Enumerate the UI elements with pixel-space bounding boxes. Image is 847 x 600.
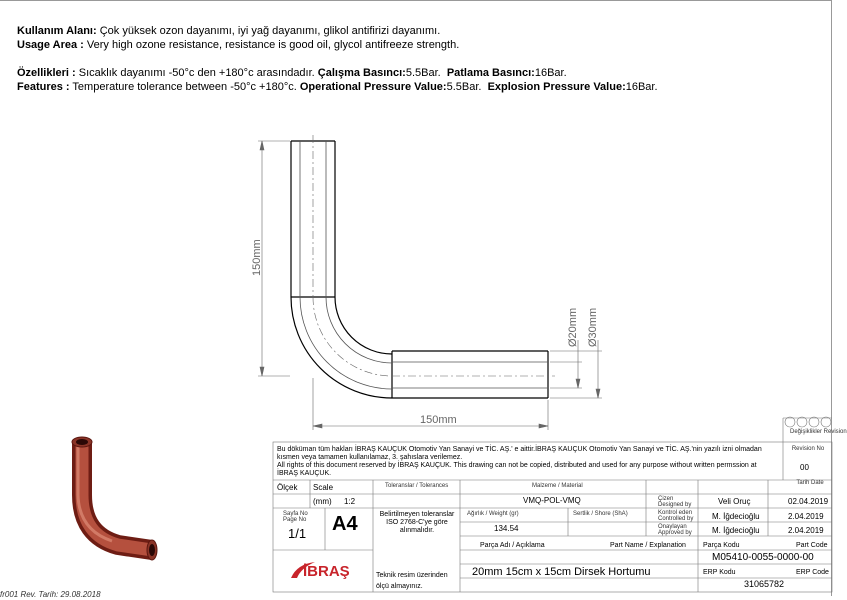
approved-label: Onaylayan Approved by [658, 524, 692, 536]
logo-text: İBRAŞ [303, 563, 350, 580]
dim-horizontal-label: 150mm [420, 414, 457, 426]
revision-title: Değişiklikler Revision [790, 429, 847, 435]
controlled-by: M. İğdecioğlu [712, 512, 760, 521]
date-label: Tarih Date [796, 480, 824, 486]
features-tr: Özellikleri : Sıcaklık dayanımı -50°c den +180°c arasındadır. Çalışma Basıncı:5.5Bar. Patlama Basıncı:16Bar. [17, 67, 567, 79]
part-name-label-en: Part Name / Explanation [610, 542, 686, 549]
scale-value: 1:2 [344, 497, 356, 506]
part-name: 20mm 15cm x 15cm Dirsek Hortumu [472, 566, 651, 578]
part-code-label: Parça Kodu [703, 542, 740, 549]
part-code-label-en: Part Code [796, 542, 828, 549]
dim-outer-diameter-label: Ø30mm [587, 307, 599, 347]
part-code: M05410-0055-0000-00 [712, 552, 814, 563]
dimension-lines [258, 141, 602, 430]
paper-size: A4 [332, 513, 358, 535]
revision-no: 00 [800, 463, 809, 472]
drawn-date: 02.04.2019 [788, 497, 829, 506]
centerlines [313, 135, 555, 376]
hose-inner-lines [300, 141, 548, 389]
part-name-label: Parça Adı / Açıklama [480, 542, 545, 549]
material-label: Malzeme / Material [532, 483, 583, 489]
shore-label: Sertlik / Shore (ShA) [573, 511, 628, 517]
tolerance-note: Belirtilmeyen toleranslar ISO 2768-C'ye göre alınmalıdır. [379, 511, 455, 534]
usage-area-tr: Kullanım Alanı: Çok yüksek ozon dayanımı, iyi yağ dayanımı, glikol antifirizi dayanımı. [17, 25, 441, 37]
controlled-date: 2.04.2019 [788, 512, 824, 521]
dim-inner-diameter-label: Ø20mm [567, 307, 579, 347]
revision-no-label: Revision No [791, 446, 825, 452]
copyright-tr: Bu döküman tüm hakları İBRAŞ KAUÇUK Otomotiv Yan Sanayi ve TİC. AŞ.' e aittir.İBRAŞ KAUÇUK Otomotiv Yan Sanayi ve TİC. AŞ.'nin yazılı izni olmadan kısmen veya tamamen kullanılamaz, 3. şahıslara verilemez. [277, 446, 762, 461]
form-revision: fr001 Rev. Tarih: 29.08.2018 [0, 590, 101, 599]
scale-label-en: Scale [313, 483, 334, 492]
tech-note: Teknik resim üzerinden ölçü almayınız. [376, 572, 448, 590]
tolerances-label: Toleranslar / Tolerances [385, 483, 449, 489]
ibras-logo [289, 556, 359, 580]
erp-code: 31065782 [744, 579, 785, 589]
dim-vertical-label: 150mm [251, 239, 263, 276]
weight-value: 134.54 [494, 524, 519, 533]
page-value: 1/1 [288, 526, 307, 541]
approved-date: 2.04.2019 [788, 526, 824, 535]
features-en: Features : Temperature tolerance between -50°c +180°c. Operational Pressure Value:5.5Bar. Explosion Pressure Value:16Bar. [17, 81, 658, 93]
controlled-label: Kontrol eden Controlled by [658, 510, 694, 522]
unit-label: (mm) [313, 497, 332, 506]
drawn-by: Veli Oruç [718, 497, 751, 506]
material-value: VMQ-POL-VMQ [523, 496, 581, 505]
erp-label: ERP Kodu [703, 569, 736, 576]
weight-label: Ağırlık / Weight (gr) [467, 511, 519, 517]
copyright-notice [277, 446, 777, 478]
hose-3d-preview [72, 437, 157, 560]
hose-outline [291, 141, 548, 398]
page-label: Sayfa No Page No [283, 511, 308, 523]
scale-label: Ölçek [277, 483, 298, 492]
usage-area-en: Usage Area : Very high ozone resistance, resistance is good oil, glycol antifreeze strength. [17, 39, 460, 51]
erp-label-en: ERP Code [796, 569, 829, 576]
approved-by: M. İğdecioğlu [712, 526, 760, 535]
drawn-label: Çizen Designed by [658, 496, 692, 508]
copyright-en: All rights of this document reserved by İBRAŞ KAUÇUK. This drawing can not be copied, distributed and used for any purpose without written permssion at İBRAŞ KAUÇUK. [277, 462, 757, 477]
